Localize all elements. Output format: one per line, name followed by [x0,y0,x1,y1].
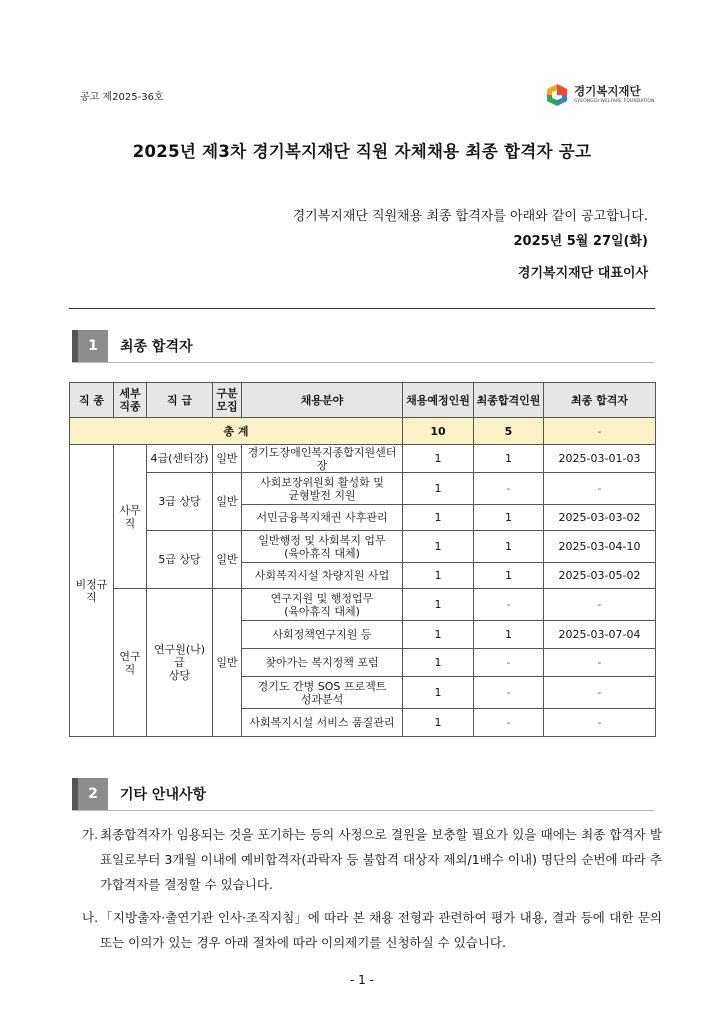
col-header-recruit: 구분 모집 [213,383,242,418]
field-cell: 사회정책연구지원 등 [242,621,403,649]
total-label: 총 계 [70,418,403,445]
field-cell: 서민금융복지채권 사후관리 [242,505,403,531]
planned-cell: 1 [403,531,474,563]
winner-cell: 2025-03-01-03 [544,445,656,473]
recruit-cell: 일반 [213,531,242,589]
section-underline [72,810,654,811]
passed-cell: - [474,589,544,621]
field-cell: 사회복지시설 서비스 품질관리 [242,709,403,737]
col-header-grade: 직 급 [147,383,213,418]
passed-cell: - [474,649,544,677]
table-row [70,589,656,621]
note-text: 최종합격자가 임용되는 것을 포기하는 등의 사정으로 결원을 보충할 필요가 있을 때에는 최종 합격자 발표일로부터 3개월 이내에 예비합격자(과락자 등 불합격 대상자 제외/1배수 이내) 명단의 순번에 따라 추가합격자를 결정할 수 있습니다. [100,827,662,892]
page-title: 2025년 제3차 경기복지재단 직원 자체채용 최종 합격자 공고 [132,142,592,161]
planned-cell: 1 [403,445,474,473]
section-underline [72,362,654,363]
foundation-logo [544,80,654,110]
field-cell: 일반행정 및 사회복지 업무 (육아휴직 대체) [242,531,403,563]
passed-cell: 1 [474,505,544,531]
recruit-cell: 일반 [213,473,242,531]
note-text: 「지방출자·출연기관 인사·조직지침」에 따라 본 채용 전형과 관련하여 평가 내용, 결과 등에 대한 문의 또는 이의가 있는 경우 아래 절차에 따라 이의제기를 신청하실 수 있습니다. [100,910,662,950]
note-item [82,905,662,955]
note-marker: 나. [82,910,99,925]
col-header-winners: 최종 합격자 [544,383,656,418]
total-planned: 10 [403,418,474,445]
subtype-cell: 연구직 [114,589,147,737]
recruit-cell: 일반 [213,445,242,473]
planned-cell: 1 [403,563,474,589]
results-table [69,382,656,737]
winner-cell: 2025-03-07-04 [544,621,656,649]
planned-cell: 1 [403,505,474,531]
planned-cell: 1 [403,473,474,505]
logo-text-english: GYEONGGI WELFARE FOUNDATION [574,99,655,104]
section-title: 최종 합격자 [120,339,193,355]
table-row [70,473,656,505]
field-cell: 사회보장위원회 활성화 및 균형발전 지원 [242,473,403,505]
subtype-cell: 사무직 [114,445,147,589]
field-cell: 연구지원 및 행정업무 (육아휴직 대체) [242,589,403,621]
winner-cell: - [544,677,656,709]
passed-cell: 1 [474,445,544,473]
note-item [82,822,662,897]
passed-cell: 1 [474,621,544,649]
notice-number: 공고 제2025-36호 [80,92,164,103]
planned-cell: 1 [403,677,474,709]
divider [69,308,655,309]
planned-cell: 1 [403,621,474,649]
table-row [70,531,656,563]
table-header-row [70,383,656,418]
planned-cell: 1 [403,649,474,677]
intro-text: 경기복지재단 직원채용 최종 합격자를 아래와 같이 공고합니다. [292,209,648,224]
note-marker: 가. [82,827,99,842]
field-cell: 경기도장애인복지종합지원센터장 [242,445,403,473]
section-number: 2 [72,778,108,810]
signer: 경기복지재단 대표이사 [517,266,648,281]
field-cell: 찾아가는 복지정책 포럼 [242,649,403,677]
passed-cell: 1 [474,563,544,589]
page-number: - 1 - [350,973,374,987]
passed-cell: - [474,473,544,505]
section-title: 기타 안내사항 [120,787,207,803]
field-cell: 경기도 간병 SOS 프로젝트 성과분석 [242,677,403,709]
planned-cell: 1 [403,709,474,737]
notice-date: 2025년 5월 27일(화) [513,234,648,249]
total-passed: 5 [474,418,544,445]
winner-cell: 2025-03-05-02 [544,563,656,589]
planned-cell: 1 [403,589,474,621]
total-winners: - [544,418,656,445]
winner-cell: - [544,589,656,621]
logo-text-korean: 경기복지재단 [574,84,641,98]
table-row [70,445,656,473]
grade-cell: 3급 상당 [147,473,213,531]
col-header-type: 직 종 [70,383,114,418]
winner-cell: - [544,709,656,737]
total-row [70,418,656,445]
col-header-subtype: 세부 직종 [114,383,147,418]
recruit-cell: 일반 [213,589,242,737]
col-header-planned: 채용예정인원 [403,383,474,418]
col-header-passed: 최종합격인원 [474,383,544,418]
passed-cell: 1 [474,531,544,563]
col-header-field: 채용분야 [242,383,403,418]
grade-cell: 연구원(나)급 상당 [147,589,213,737]
passed-cell: - [474,677,544,709]
grade-cell: 5급 상당 [147,531,213,589]
passed-cell: - [474,709,544,737]
section-number: 1 [72,330,108,362]
winner-cell: - [544,649,656,677]
winner-cell: - [544,473,656,505]
logo-mark-icon [544,82,570,108]
field-cell: 사회복지시설 차량지원 사업 [242,563,403,589]
winner-cell: 2025-03-04-10 [544,531,656,563]
job-type-cell: 비정규직 [70,445,114,737]
winner-cell: 2025-03-03-02 [544,505,656,531]
grade-cell: 4급(센터장) [147,445,213,473]
